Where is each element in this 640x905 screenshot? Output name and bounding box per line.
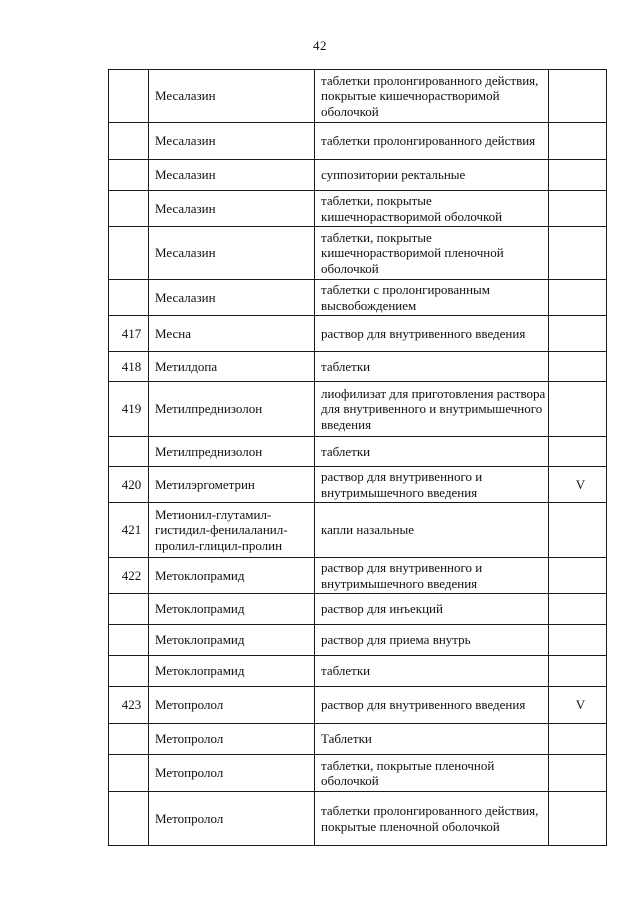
row-number	[109, 70, 149, 123]
table-row	[109, 467, 607, 503]
row-number: 420	[109, 467, 149, 503]
table-row	[109, 656, 607, 687]
mark-cell	[549, 316, 607, 352]
row-number	[109, 280, 149, 316]
drug-name: Метопролол	[149, 755, 315, 792]
row-number: 418	[109, 352, 149, 382]
row-number: 422	[109, 558, 149, 594]
drug-name: Месалазин	[149, 70, 315, 123]
drug-list-table	[108, 69, 607, 846]
mark-cell	[549, 70, 607, 123]
row-number	[109, 656, 149, 687]
drug-name: Метилэргометрин	[149, 467, 315, 503]
dosage-form: раствор для внутривенного и внутримышечного введения	[315, 467, 549, 503]
dosage-form: таблетки пролонгированного действия, покрытые пленочной оболочкой	[315, 792, 549, 846]
table-row	[109, 503, 607, 558]
table-row	[109, 437, 607, 467]
mark-cell	[549, 160, 607, 191]
row-number	[109, 160, 149, 191]
row-number: 417	[109, 316, 149, 352]
page-number: 42	[313, 38, 327, 53]
drug-name: Метилдопа	[149, 352, 315, 382]
dosage-form: Таблетки	[315, 724, 549, 755]
mark-cell	[549, 227, 607, 280]
row-number	[109, 227, 149, 280]
dosage-form: таблетки, покрытые пленочной оболочкой	[315, 755, 549, 792]
dosage-form: таблетки пролонгированного действия, покрытые кишечнорастворимой оболочкой	[315, 70, 549, 123]
drug-name: Месалазин	[149, 280, 315, 316]
dosage-form: таблетки пролонгированного действия	[315, 123, 549, 160]
dosage-form: раствор для инъекций	[315, 594, 549, 625]
drug-name: Месалазин	[149, 227, 315, 280]
dosage-form: таблетки	[315, 352, 549, 382]
dosage-form: суппозитории ректальные	[315, 160, 549, 191]
row-number	[109, 437, 149, 467]
dosage-form: лиофилизат для приготовления раствора для внутривенного и внутримышечного введения	[315, 382, 549, 437]
row-number	[109, 594, 149, 625]
row-number	[109, 191, 149, 227]
table-row	[109, 625, 607, 656]
table-row	[109, 280, 607, 316]
dosage-form: раствор для внутривенного введения	[315, 316, 549, 352]
drug-name: Месалазин	[149, 191, 315, 227]
table-row	[109, 70, 607, 123]
row-number	[109, 792, 149, 846]
table-row	[109, 755, 607, 792]
mark-cell	[549, 625, 607, 656]
row-number: 423	[109, 687, 149, 724]
dosage-form: таблетки	[315, 656, 549, 687]
table-row	[109, 316, 607, 352]
table-row	[109, 687, 607, 724]
dosage-form: таблетки, покрытые кишечнорастворимой оболочкой	[315, 191, 549, 227]
mark-cell: V	[549, 467, 607, 503]
dosage-form: таблетки, покрытые кишечнорастворимой пленочной оболочкой	[315, 227, 549, 280]
row-number	[109, 724, 149, 755]
table-row	[109, 792, 607, 846]
dosage-form: раствор для внутривенного и внутримышечного введения	[315, 558, 549, 594]
mark-cell	[549, 792, 607, 846]
drug-name: Метопролол	[149, 792, 315, 846]
drug-name: Метоклопрамид	[149, 656, 315, 687]
table-row	[109, 558, 607, 594]
dosage-form: таблетки	[315, 437, 549, 467]
table-row	[109, 160, 607, 191]
table-row	[109, 724, 607, 755]
drug-name: Месалазин	[149, 123, 315, 160]
mark-cell	[549, 558, 607, 594]
table-row	[109, 352, 607, 382]
mark-cell	[549, 755, 607, 792]
mark-cell: V	[549, 687, 607, 724]
dosage-form: раствор для внутривенного введения	[315, 687, 549, 724]
dosage-form: раствор для приема внутрь	[315, 625, 549, 656]
mark-cell	[549, 594, 607, 625]
drug-name: Метилпреднизолон	[149, 382, 315, 437]
row-number: 419	[109, 382, 149, 437]
drug-name: Метопролол	[149, 724, 315, 755]
mark-cell	[549, 352, 607, 382]
mark-cell	[549, 280, 607, 316]
drug-name: Метилпреднизолон	[149, 437, 315, 467]
table-row	[109, 594, 607, 625]
row-number	[109, 123, 149, 160]
row-number	[109, 755, 149, 792]
drug-name: Метионил-глутамил-гистидил-фенилаланил-пролил-глицил-пролин	[149, 503, 315, 558]
drug-name: Месна	[149, 316, 315, 352]
table-row	[109, 191, 607, 227]
table-row	[109, 227, 607, 280]
drug-name: Метоклопрамид	[149, 625, 315, 656]
dosage-form: таблетки с пролонгированным высвобождением	[315, 280, 549, 316]
row-number: 421	[109, 503, 149, 558]
table-row	[109, 123, 607, 160]
mark-cell	[549, 437, 607, 467]
mark-cell	[549, 382, 607, 437]
mark-cell	[549, 191, 607, 227]
row-number	[109, 625, 149, 656]
drug-name: Метоклопрамид	[149, 558, 315, 594]
drug-name: Метопролол	[149, 687, 315, 724]
table-row	[109, 382, 607, 437]
mark-cell	[549, 724, 607, 755]
mark-cell	[549, 503, 607, 558]
mark-cell	[549, 656, 607, 687]
mark-cell	[549, 123, 607, 160]
drug-name: Месалазин	[149, 160, 315, 191]
dosage-form: капли назальные	[315, 503, 549, 558]
drug-name: Метоклопрамид	[149, 594, 315, 625]
